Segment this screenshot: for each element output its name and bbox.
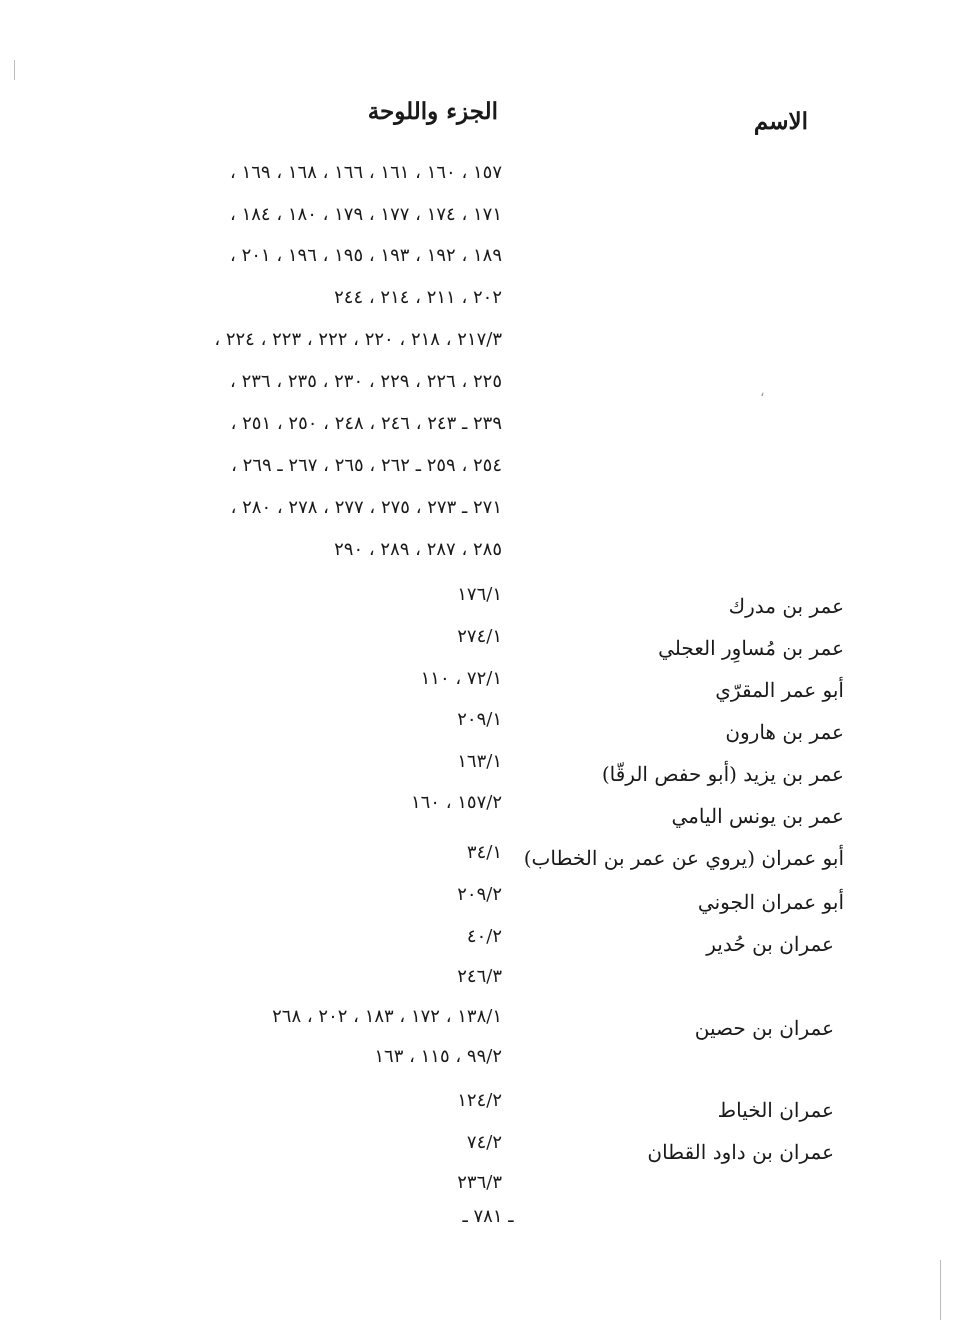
entry-ref: ٢٧٤/١	[457, 626, 502, 647]
entry-name: عمر بن يزيد (أبو حفص الرقّا)	[601, 762, 844, 786]
entry-name: عمر بن هارون	[725, 720, 844, 744]
scan-speck: ،	[760, 384, 765, 400]
entry-ref: ٣٤/١	[466, 842, 502, 863]
ref-line: ٢٣٩ ـ ٢٤٣ ، ٢٤٦ ، ٢٤٨ ، ٢٥٠ ، ٢٥١ ،	[230, 413, 502, 434]
entry-name: عمر بن مدرك	[728, 594, 844, 618]
ref-line: ١٨٩ ، ١٩٢ ، ١٩٣ ، ١٩٥ ، ١٩٦ ، ٢٠١ ،	[230, 245, 502, 266]
entry-name: عمر بن يونس اليامي	[671, 804, 844, 828]
entry-ref: ٩٩/٢ ، ١١٥ ، ١٦٣	[374, 1046, 502, 1067]
entry-name: أبو عمران الجوني	[697, 890, 844, 914]
ref-line: ١٥٧ ، ١٦٠ ، ١٦١ ، ١٦٦ ، ١٦٨ ، ١٦٩ ،	[230, 162, 502, 183]
entry-ref: ١٣٨/١ ، ١٧٢ ، ١٨٣ ، ٢٠٢ ، ٢٦٨	[272, 1006, 502, 1027]
entry-ref: ٢٤٦/٣	[457, 966, 502, 987]
ref-line: ٢٥٤ ، ٢٥٩ ـ ٢٦٢ ، ٢٦٥ ، ٢٦٧ ـ ٢٦٩ ،	[231, 455, 502, 476]
entry-name: عمران بن حُدير	[706, 932, 834, 956]
entry-name: عمران الخياط	[717, 1098, 834, 1122]
column-header-name: الاسم	[753, 108, 808, 135]
page-number: ـ ٧٨١ ـ	[462, 1206, 514, 1227]
entry-name: أبو عمر المقرّي	[715, 678, 844, 702]
ref-line: ١٧١ ، ١٧٤ ، ١٧٧ ، ١٧٩ ، ١٨٠ ، ١٨٤ ،	[230, 204, 502, 225]
entry-name: عمران بن حصين	[694, 1016, 834, 1040]
ref-line: ٢٠٢ ، ٢١١ ، ٢١٤ ، ٢٤٤	[334, 287, 502, 308]
entry-ref: ٢٠٩/٢	[457, 884, 502, 905]
ref-line: ٢١٧/٣ ، ٢١٨ ، ٢٢٠ ، ٢٢٢ ، ٢٢٣ ، ٢٢٤ ،	[214, 329, 502, 350]
ref-line: ٢٢٥ ، ٢٢٦ ، ٢٢٩ ، ٢٣٠ ، ٢٣٥ ، ٢٣٦ ،	[230, 371, 502, 392]
scan-edge-mark	[14, 60, 15, 80]
entry-name: أبو عمران (يروي عن عمر بن الخطاب)	[523, 846, 844, 870]
entry-ref: ٢٣٦/٣	[457, 1172, 502, 1193]
entry-ref: ١٧٦/١	[457, 584, 502, 605]
ref-line: ٢٧١ ـ ٢٧٣ ، ٢٧٥ ، ٢٧٧ ، ٢٧٨ ، ٢٨٠ ،	[230, 497, 502, 518]
ref-line: ٢٨٥ ، ٢٨٧ ، ٢٨٩ ، ٢٩٠	[334, 539, 502, 560]
entry-ref: ٤٠/٢	[466, 926, 502, 947]
entry-ref: ٢٠٩/١	[457, 709, 502, 730]
entry-ref: ٧٢/١ ، ١١٠	[420, 668, 502, 689]
entry-ref: ٧٤/٢	[466, 1132, 502, 1153]
scan-edge-mark	[940, 1260, 941, 1320]
entry-name: عمران بن داود القطان	[647, 1140, 834, 1164]
entry-name: عمر بن مُساوِر العجلي	[658, 636, 844, 660]
entry-ref: ١٢٤/٢	[457, 1090, 502, 1111]
column-header-volume: الجزء واللوحة	[367, 98, 498, 125]
entry-ref: ١٥٧/٢ ، ١٦٠	[410, 792, 502, 813]
entry-ref: ١٦٣/١	[457, 751, 502, 772]
